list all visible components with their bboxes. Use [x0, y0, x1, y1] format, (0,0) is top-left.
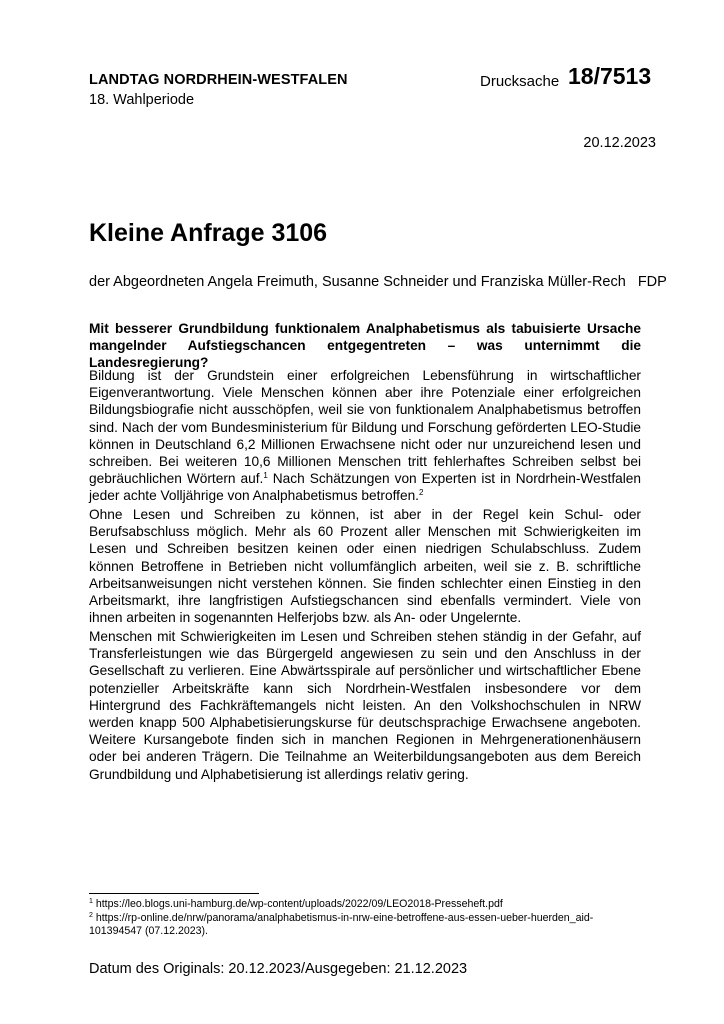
footnotes [89, 898, 629, 939]
footnote-1-link[interactable]: https://leo.blogs.uni-hamburg.de/wp-content/uploads/2022/09/LEO2018-Presseheft.pdf [92, 898, 503, 910]
authors-line [89, 274, 667, 290]
paragraph-1 [89, 367, 641, 505]
paragraph-1-text-b: Nach Schätzungen von Experten ist in Nordrhein-Westfalen jeder achte Volljährige von Analphabetismus betroffen. [89, 471, 642, 504]
paragraph-3: Menschen mit Schwierigkeiten im Lesen und Schreiben stehen ständig in der Gefahr, auf Transferleistungen wie das Bürgergeld angewiesen zu sein und den Anschluss in der Gesellschaft zu verlieren. Eine Abwärtsspirale auf persönlicher und wirtschaftlicher Ebene potenzieller Arbeitskräfte kann sich Nordrhein-Westfalen insbesondere vor dem Hintergrund des Fachkräftemangels nicht leisten. An den Volkshochschulen in NRW werden knapp 500 Alphabetisierungskurse für deutschsprachige Erwachsene angeboten. Weitere Kursangebote finden sich in manchen Regionen in Mehrgenerationenhäusern oder bei anderen Trägern. Die Teilnahme an Weiterbildungsangeboten aus dem Bereich Grundbildung und Alphabetisierung ist allerdings relativ gering. [89, 629, 641, 782]
document-number: 18/7513 [568, 63, 652, 89]
electoral-period: 18. Wahlperiode [89, 92, 195, 108]
parliament-name: LANDTAG NORDRHEIN-WESTFALEN [89, 72, 348, 88]
paragraph-1-text-a: Bildung ist der Grundstein einer erfolgreichen Lebensführung in wirtschaftlicher Eigenverantwortung. Viele Menschen können aber ihre Potenziale einer erfolgreichen Bildungsbiografie nicht ausschöpfen, weil sie von funktionalem Analphabetismus betroffen sind. Nach der vom Bundesministerium für Bildung und Forschung geförderten LEO-Studie können in Deutschland 6,2 Millionen Erwachsene nicht oder nur unzureichend lesen und schreiben. Bei weiteren 10,6 Millionen Menschen tritt fehlerhaftes Schreiben selbst bei gebräuchlichen Wörtern auf. [89, 368, 641, 487]
document-date: 20.12.2023 [583, 135, 656, 151]
footnote-2-link[interactable]: https://rp-online.de/nrw/panorama/analphabetismus-in-nrw-eine-betroffene-aus-essen-ueber-huerden_aid-101394547 (07.12.2023). [89, 911, 594, 938]
footnote-ref-1[interactable]: 1 [263, 471, 268, 481]
footnote-ref-2[interactable]: 2 [419, 488, 424, 498]
authors-names: der Abgeordneten Angela Freimuth, Susanne Schneider und Franziska Müller-Rech [89, 274, 626, 290]
party-label: FDP [637, 274, 667, 290]
footnote-2 [89, 912, 629, 939]
page-title: Kleine Anfrage 3106 [89, 219, 328, 247]
issue-date-footer: Datum des Originals: 20.12.2023/Ausgegeben: 21.12.2023 [89, 961, 468, 977]
footnote-divider [89, 893, 259, 894]
document-label: Drucksache [480, 73, 560, 90]
footnote-2-marker: 2 [89, 911, 93, 919]
footnote-1-marker: 1 [89, 898, 93, 905]
paragraph-2: Ohne Lesen und Schreiben zu können, ist aber in der Regel kein Schul- oder Berufsabschluss möglich. Mehr als 60 Prozent aller Menschen mit Schwierigkeiten im Lesen und Schreiben besitzen keinen oder einen niedrigen Schulabschluss. Zudem können Betroffene in Betrieben nicht vollumfänglich arbeiten, weil sie z. B. schriftliche Arbeitsanweisungen nicht verstehen können. Sie finden schlechter einen Einstieg in den Arbeitsmarkt, ihre langfristigen Aufstiegschancen sind ebenfalls vermindert. Viele von ihnen arbeiten in sogenannten Helferjobs bzw. als An- oder Ungelernte. [89, 507, 641, 626]
inquiry-subject: Mit besserer Grundbildung funktionalem Analphabetismus als tabuisierte Ursache mangelnder Aufstiegschancen entgegentreten – was unternimmt die Landesregierung? [89, 321, 641, 370]
footnote-1 [89, 898, 629, 912]
